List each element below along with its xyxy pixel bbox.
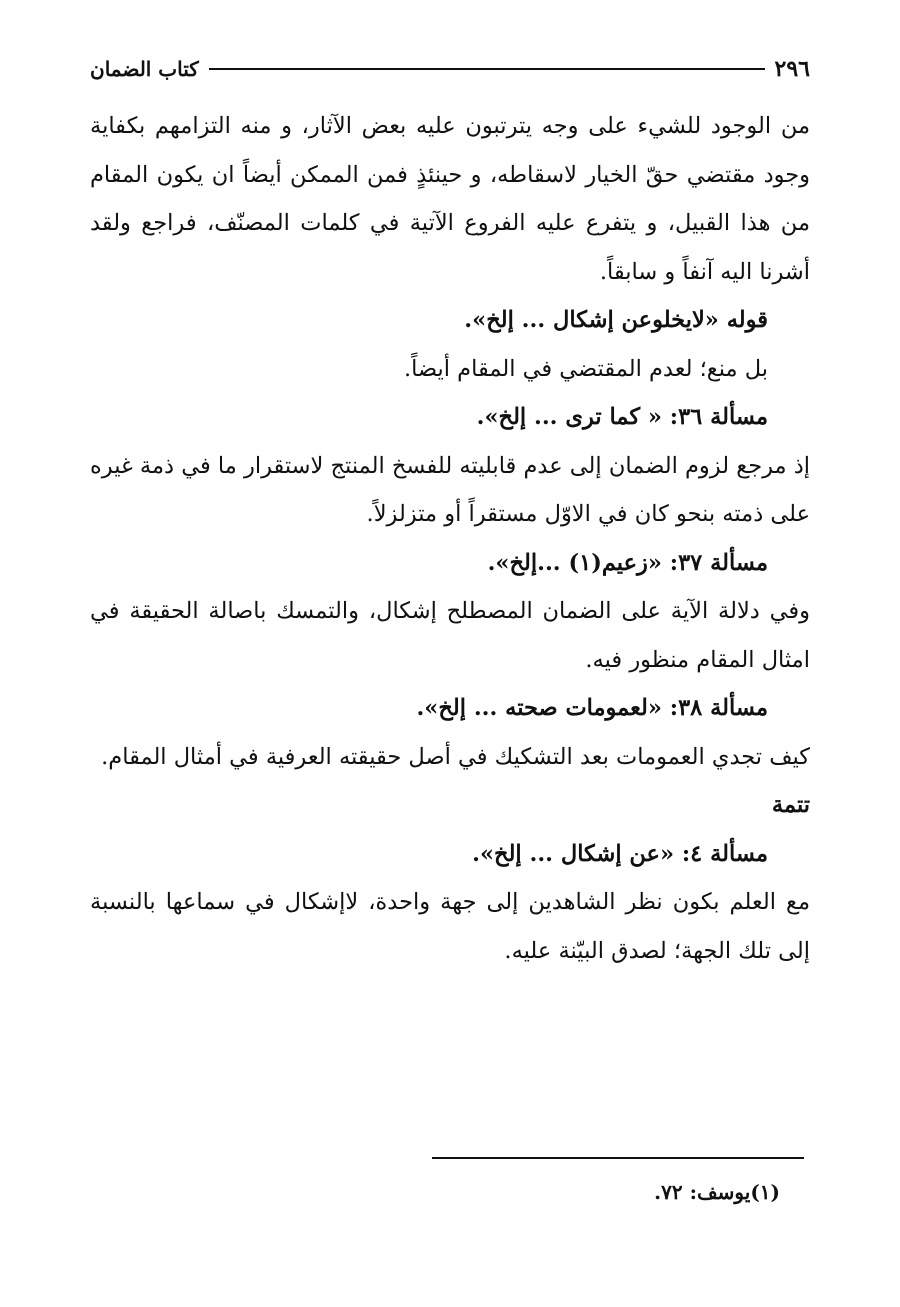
header-rule: [209, 68, 765, 70]
page-number: ٢٩٦: [774, 56, 810, 82]
paragraph: بل منع؛ لعدم المقتضي في المقام أيضاً.: [403, 355, 768, 382]
section-heading: قوله «لايخلوعن إشكال ... إلخ».: [464, 307, 768, 333]
body-text: [90, 102, 810, 975]
paragraph: مع العلم بكون نظر الشاهدين إلى جهة واحدة، لاإشكال في سماعها بالنسبة إلى تلك الجهة؛ لصدق البيّنة عليه.: [90, 889, 810, 964]
footnote: (١)يوسف: ٧٢.: [654, 1180, 780, 1204]
section-heading: مسألة ٣٧: «زعيم(١) ...إلخ».: [487, 549, 768, 576]
section-heading: مسألة ٣٨: «لعمومات صحته ... إلخ».: [416, 695, 768, 721]
paragraph: كيف تجدي العمومات بعد التشكيك في أصل حقيقته العرفية في أمثال المقام.: [101, 743, 810, 770]
paragraph: من الوجود للشيء على وجه يترتبون عليه بعض الآثار، و منه التزامهم بكفاية وجود مقتضي حقّ الخيار لاسقاطه، و حينئذٍ فمن الممكن أيضاً ان يكون المقام من هذا القبيل، و يتفرع عليه الفروع الآتية في كلمات المصنّف، فراجع ولقد أشرنا اليه آنفاً و سابقاً.: [90, 113, 810, 285]
paragraph: وفي دلالة الآية على الضمان المصطلح إشكال، والتمسك باصالة الحقيقة في امثال المقام منظور فيه.: [90, 598, 810, 673]
footnote-rule: [432, 1157, 804, 1159]
supplement-heading: تتمة: [771, 792, 810, 818]
paragraph: إذ مرجع لزوم الضمان إلى عدم قابليته للفسخ المنتج لاستقرار ما في ذمة غيره على ذمته بنحو كان في الاوّل مستقراً أو متزلزلاً.: [90, 452, 810, 527]
section-heading: مسألة ٤: «عن إشكال ... إلخ».: [472, 840, 768, 867]
book-title: كتاب الضمان: [90, 57, 199, 81]
page-header: [90, 52, 810, 86]
section-heading: مسألة ٣٦: « كما ترى ... إلخ».: [476, 404, 768, 430]
